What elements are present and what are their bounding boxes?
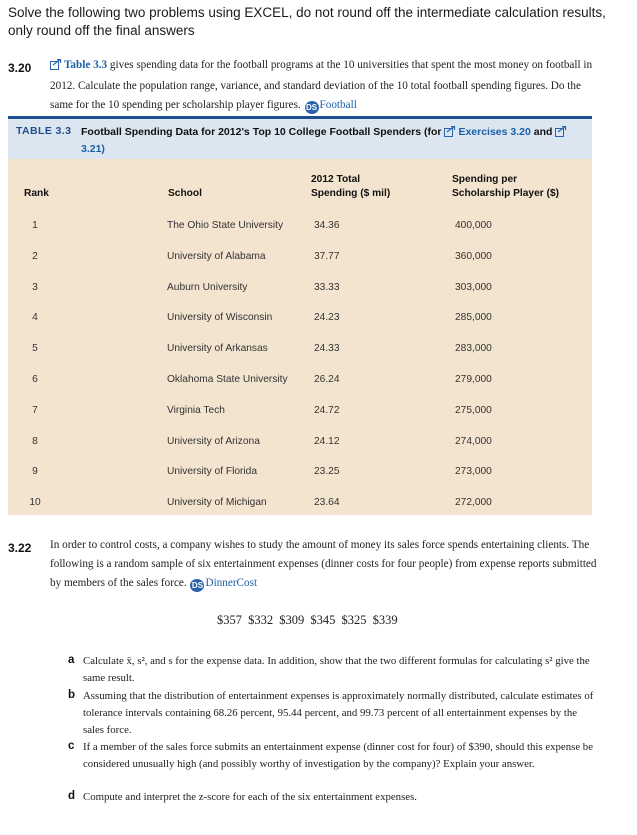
cell-per-player: 303,000 bbox=[455, 281, 492, 293]
cell-school: University of Florida bbox=[167, 466, 258, 478]
col-header-school: School bbox=[168, 188, 202, 199]
cell-total: 33.33 bbox=[314, 281, 340, 293]
problem-3-20-body: gives spending data for the football programs at the 10 universities that spent the most money on football in 2012. Calculate the population range, variance, and standard deviation of the 10 total football spending figures. Do the same for the 10 spending per scholarship player figures. bbox=[50, 59, 593, 111]
problem-number-3-22: 3.22 bbox=[8, 541, 32, 555]
problem-number-3-20: 3.20 bbox=[8, 61, 32, 75]
dataset-badge[interactable]: DS bbox=[305, 103, 318, 112]
cell-rank: 2 bbox=[32, 250, 38, 262]
cell-total: 24.12 bbox=[314, 435, 340, 447]
cell-rank: 3 bbox=[32, 281, 38, 293]
instructions-text: Solve the following two problems using EXCEL, do not round off the intermediate calculation results, only round off the final answers bbox=[8, 5, 606, 38]
problem-3-22-text bbox=[50, 536, 600, 593]
part-text-d: Compute and interpret the z-score for each of the six entertainment expenses. bbox=[83, 791, 417, 803]
cell-total: 24.72 bbox=[314, 404, 340, 416]
cell-rank: 8 bbox=[32, 435, 38, 447]
col-header-per-player bbox=[452, 173, 559, 201]
cell-rank: 5 bbox=[32, 343, 38, 355]
cell-school: Oklahoma State University bbox=[167, 374, 288, 385]
dinnercost-dataset-link[interactable]: DinnerCost bbox=[205, 577, 258, 589]
cell-per-player: 400,000 bbox=[455, 220, 492, 231]
cell-school: Auburn University bbox=[167, 281, 248, 293]
col-header-total bbox=[311, 173, 390, 201]
exercises-3-20-link[interactable]: Exercises 3.20 bbox=[458, 126, 531, 138]
cell-rank: 4 bbox=[32, 312, 38, 324]
part-letter-d: d bbox=[68, 790, 76, 802]
cell-total: 23.25 bbox=[314, 466, 340, 478]
exercise-link-icon[interactable] bbox=[50, 58, 62, 77]
cell-total: 26.24 bbox=[314, 374, 340, 385]
dataset-badge[interactable]: DS bbox=[191, 581, 204, 590]
cell-total: 24.33 bbox=[314, 343, 340, 355]
and-text: and bbox=[533, 126, 553, 138]
part-letter-a: a bbox=[68, 654, 75, 666]
part-text-b: Assuming that the distribution of entertainment expenses is approximately normally distributed, calculate estimates of tolerance intervals containing 68.26 percent, 95.44 percent, and 99.73 percent of all entertainment expenses by the sales force. bbox=[83, 690, 594, 736]
cell-school: University of Alabama bbox=[167, 250, 266, 262]
cell-per-player: 285,000 bbox=[455, 312, 492, 324]
cell-per-player: 274,000 bbox=[455, 435, 492, 447]
cell-per-player: 360,000 bbox=[455, 250, 492, 262]
exercise-3-21-link[interactable]: 3.21) bbox=[81, 143, 105, 155]
cell-total: 34.36 bbox=[314, 220, 340, 231]
part-text-c: If a member of the sales force submits an entertainment expense (dinner cost for four) of $390, should this expense be considered unusually high (and possibly worthy of investigation by the company)? Explain your answer. bbox=[83, 741, 593, 770]
cell-school: University of Arizona bbox=[167, 435, 260, 447]
table-label: TABLE 3.3 bbox=[16, 125, 72, 137]
table-caption bbox=[8, 119, 592, 159]
football-spending-table bbox=[8, 159, 592, 515]
part-letter-b: b bbox=[68, 689, 76, 701]
cell-school: University of Michigan bbox=[167, 497, 267, 509]
cell-total: 37.77 bbox=[314, 250, 340, 262]
cell-school: The Ohio State University bbox=[167, 220, 284, 231]
cell-total: 24.23 bbox=[314, 312, 340, 324]
exercise-link-icon[interactable] bbox=[444, 126, 456, 142]
cell-rank: 1 bbox=[32, 220, 38, 231]
cell-total: 23.64 bbox=[314, 497, 340, 509]
col-header-total-line1: 2012 Total bbox=[311, 174, 361, 185]
cell-school: University of Wisconsin bbox=[167, 312, 273, 324]
cell-school: University of Arkansas bbox=[167, 343, 268, 355]
cell-rank: 10 bbox=[29, 497, 41, 509]
cell-rank: 6 bbox=[32, 374, 38, 385]
col-header-per-line1: Spending per bbox=[452, 174, 518, 185]
exercise-link-icon[interactable] bbox=[555, 126, 567, 142]
cell-per-player: 272,000 bbox=[455, 497, 492, 509]
part-text-a: Calculate x̄, s², and s for the expense data. In addition, show that the two different formulas for calculating s² give the same result. bbox=[83, 655, 590, 684]
cell-school: Virginia Tech bbox=[167, 404, 225, 416]
cell-per-player: 273,000 bbox=[455, 466, 492, 478]
col-header-per-line2: Scholarship Player ($) bbox=[452, 188, 560, 199]
cell-per-player: 283,000 bbox=[455, 343, 492, 355]
part-letter-c: c bbox=[68, 740, 75, 752]
football-dataset-link[interactable]: Football bbox=[319, 99, 357, 111]
col-header-total-line2: Spending ($ mil) bbox=[311, 188, 391, 199]
cell-per-player: 275,000 bbox=[455, 404, 492, 416]
problem-3-20-text bbox=[50, 56, 598, 115]
table-3-3-link[interactable]: Table 3.3 bbox=[64, 59, 108, 71]
cell-per-player: 279,000 bbox=[455, 374, 492, 385]
table-title-text: Football Spending Data for 2012's Top 10 College Football Spenders (for bbox=[81, 126, 442, 138]
cell-rank: 9 bbox=[32, 466, 38, 478]
col-header-rank: Rank bbox=[24, 188, 49, 199]
expense-data: $357 $332 $309 $345 $325 $339 bbox=[217, 613, 398, 627]
problem-3-22-body: In order to control costs, a company wishes to study the amount of money its sales force spends entertaining clients. The following is a random sample of six entertainment expenses (dinner costs for four people) from expense reports submitted by members of the sales force. bbox=[50, 539, 597, 589]
cell-rank: 7 bbox=[32, 404, 38, 416]
